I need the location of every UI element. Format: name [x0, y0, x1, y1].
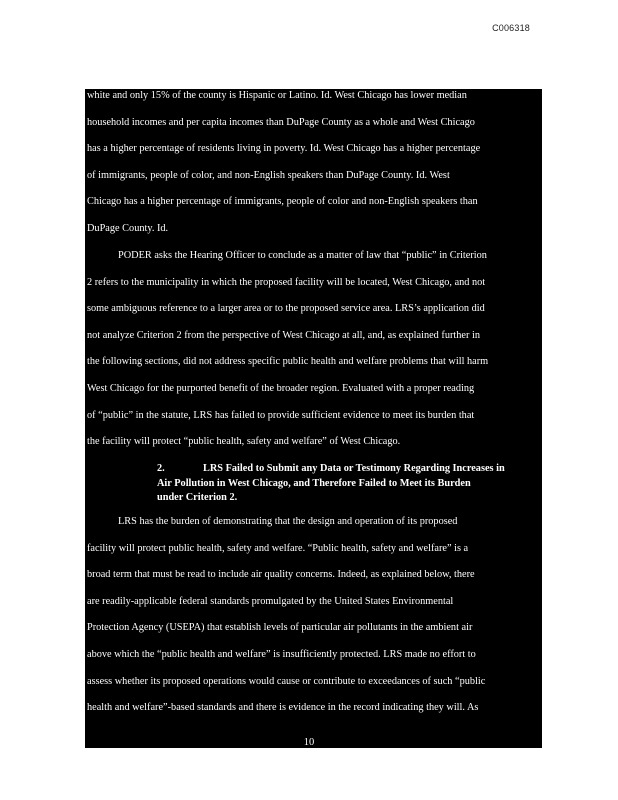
text-line: LRS has the burden of demonstrating that the design and operation of its proposed: [118, 516, 458, 527]
text-line: 2 refers to the municipality in which the proposed facility will be located, West Chicago, and not: [87, 276, 486, 288]
text-line: of “public” in the statute, LRS has failed to provide sufficient evidence to meet its burden that: [87, 409, 475, 421]
text-line: the facility will protect “public health, safety and welfare” of West Chicago.: [87, 436, 401, 448]
paragraph-demographics: [87, 83, 539, 243]
text-line: Protection Agency (USEPA) that establish levels of particular air pollutants in the ambient air: [87, 622, 473, 634]
text-line: some ambiguous reference to a larger area or to the proposed service area. LRS’s application did: [87, 303, 485, 315]
text-line: DuPage County. Id.: [87, 222, 169, 234]
heading-number: 2.: [157, 463, 165, 474]
text-line: assess whether its proposed operations would cause or contribute to exceedances of such “public: [87, 675, 486, 687]
text-line: has a higher percentage of residents living in poverty. Id. West Chicago has a higher percentage: [87, 143, 481, 155]
text-line: white and only 15% of the county is Hispanic or Latino. Id. West Chicago has lower median: [87, 90, 467, 101]
text-line: household incomes and per capita incomes than DuPage County as a whole and West Chicago: [87, 116, 475, 128]
heading-line: Air Pollution in West Chicago, and Therefore Failed to Meet its Burden: [157, 477, 471, 489]
text-line: Chicago has a higher percentage of immigrants, people of color and non-English speakers than: [87, 196, 478, 208]
text-line: not analyze Criterion 2 from the perspective of West Chicago at all, and, as explained further in: [87, 329, 480, 341]
page-number: 10: [303, 737, 315, 748]
heading-text: LRS Failed to Submit any Data or Testimony Regarding Increases in: [203, 463, 505, 474]
text-line: facility will protect public health, safety and welfare. “Public health, safety and welfare” is a: [87, 542, 469, 554]
section-heading: [157, 462, 537, 506]
text-line: broad term that must be read to include air quality concerns. Indeed, as explained below, there: [87, 569, 475, 581]
text-line: are readily-applicable federal standards promulgated by the United States Environmental: [87, 595, 454, 607]
paragraph-poder-request: [87, 243, 539, 456]
paragraph-burden: [87, 509, 539, 722]
text-line: of immigrants, people of color, and non-English speakers than DuPage County. Id. West: [87, 169, 450, 181]
text-line: the following sections, did not address specific public health and welfare problems that will harm: [87, 356, 489, 368]
text-line: above which the “public health and welfare” is insufficiently protected. LRS made no effort to: [87, 648, 476, 660]
heading-line: [157, 462, 537, 477]
text-line: health and welfare”-based standards and there is evidence in the record indicating they will. As: [87, 702, 479, 714]
text-line: West Chicago for the purported benefit of the broader region. Evaluated with a proper reading: [87, 382, 475, 394]
heading-line: under Criterion 2.: [157, 492, 238, 503]
document-id: C006318: [492, 23, 530, 33]
text-line: PODER asks the Hearing Officer to conclude as a matter of law that “public” in Criterion: [118, 250, 487, 261]
